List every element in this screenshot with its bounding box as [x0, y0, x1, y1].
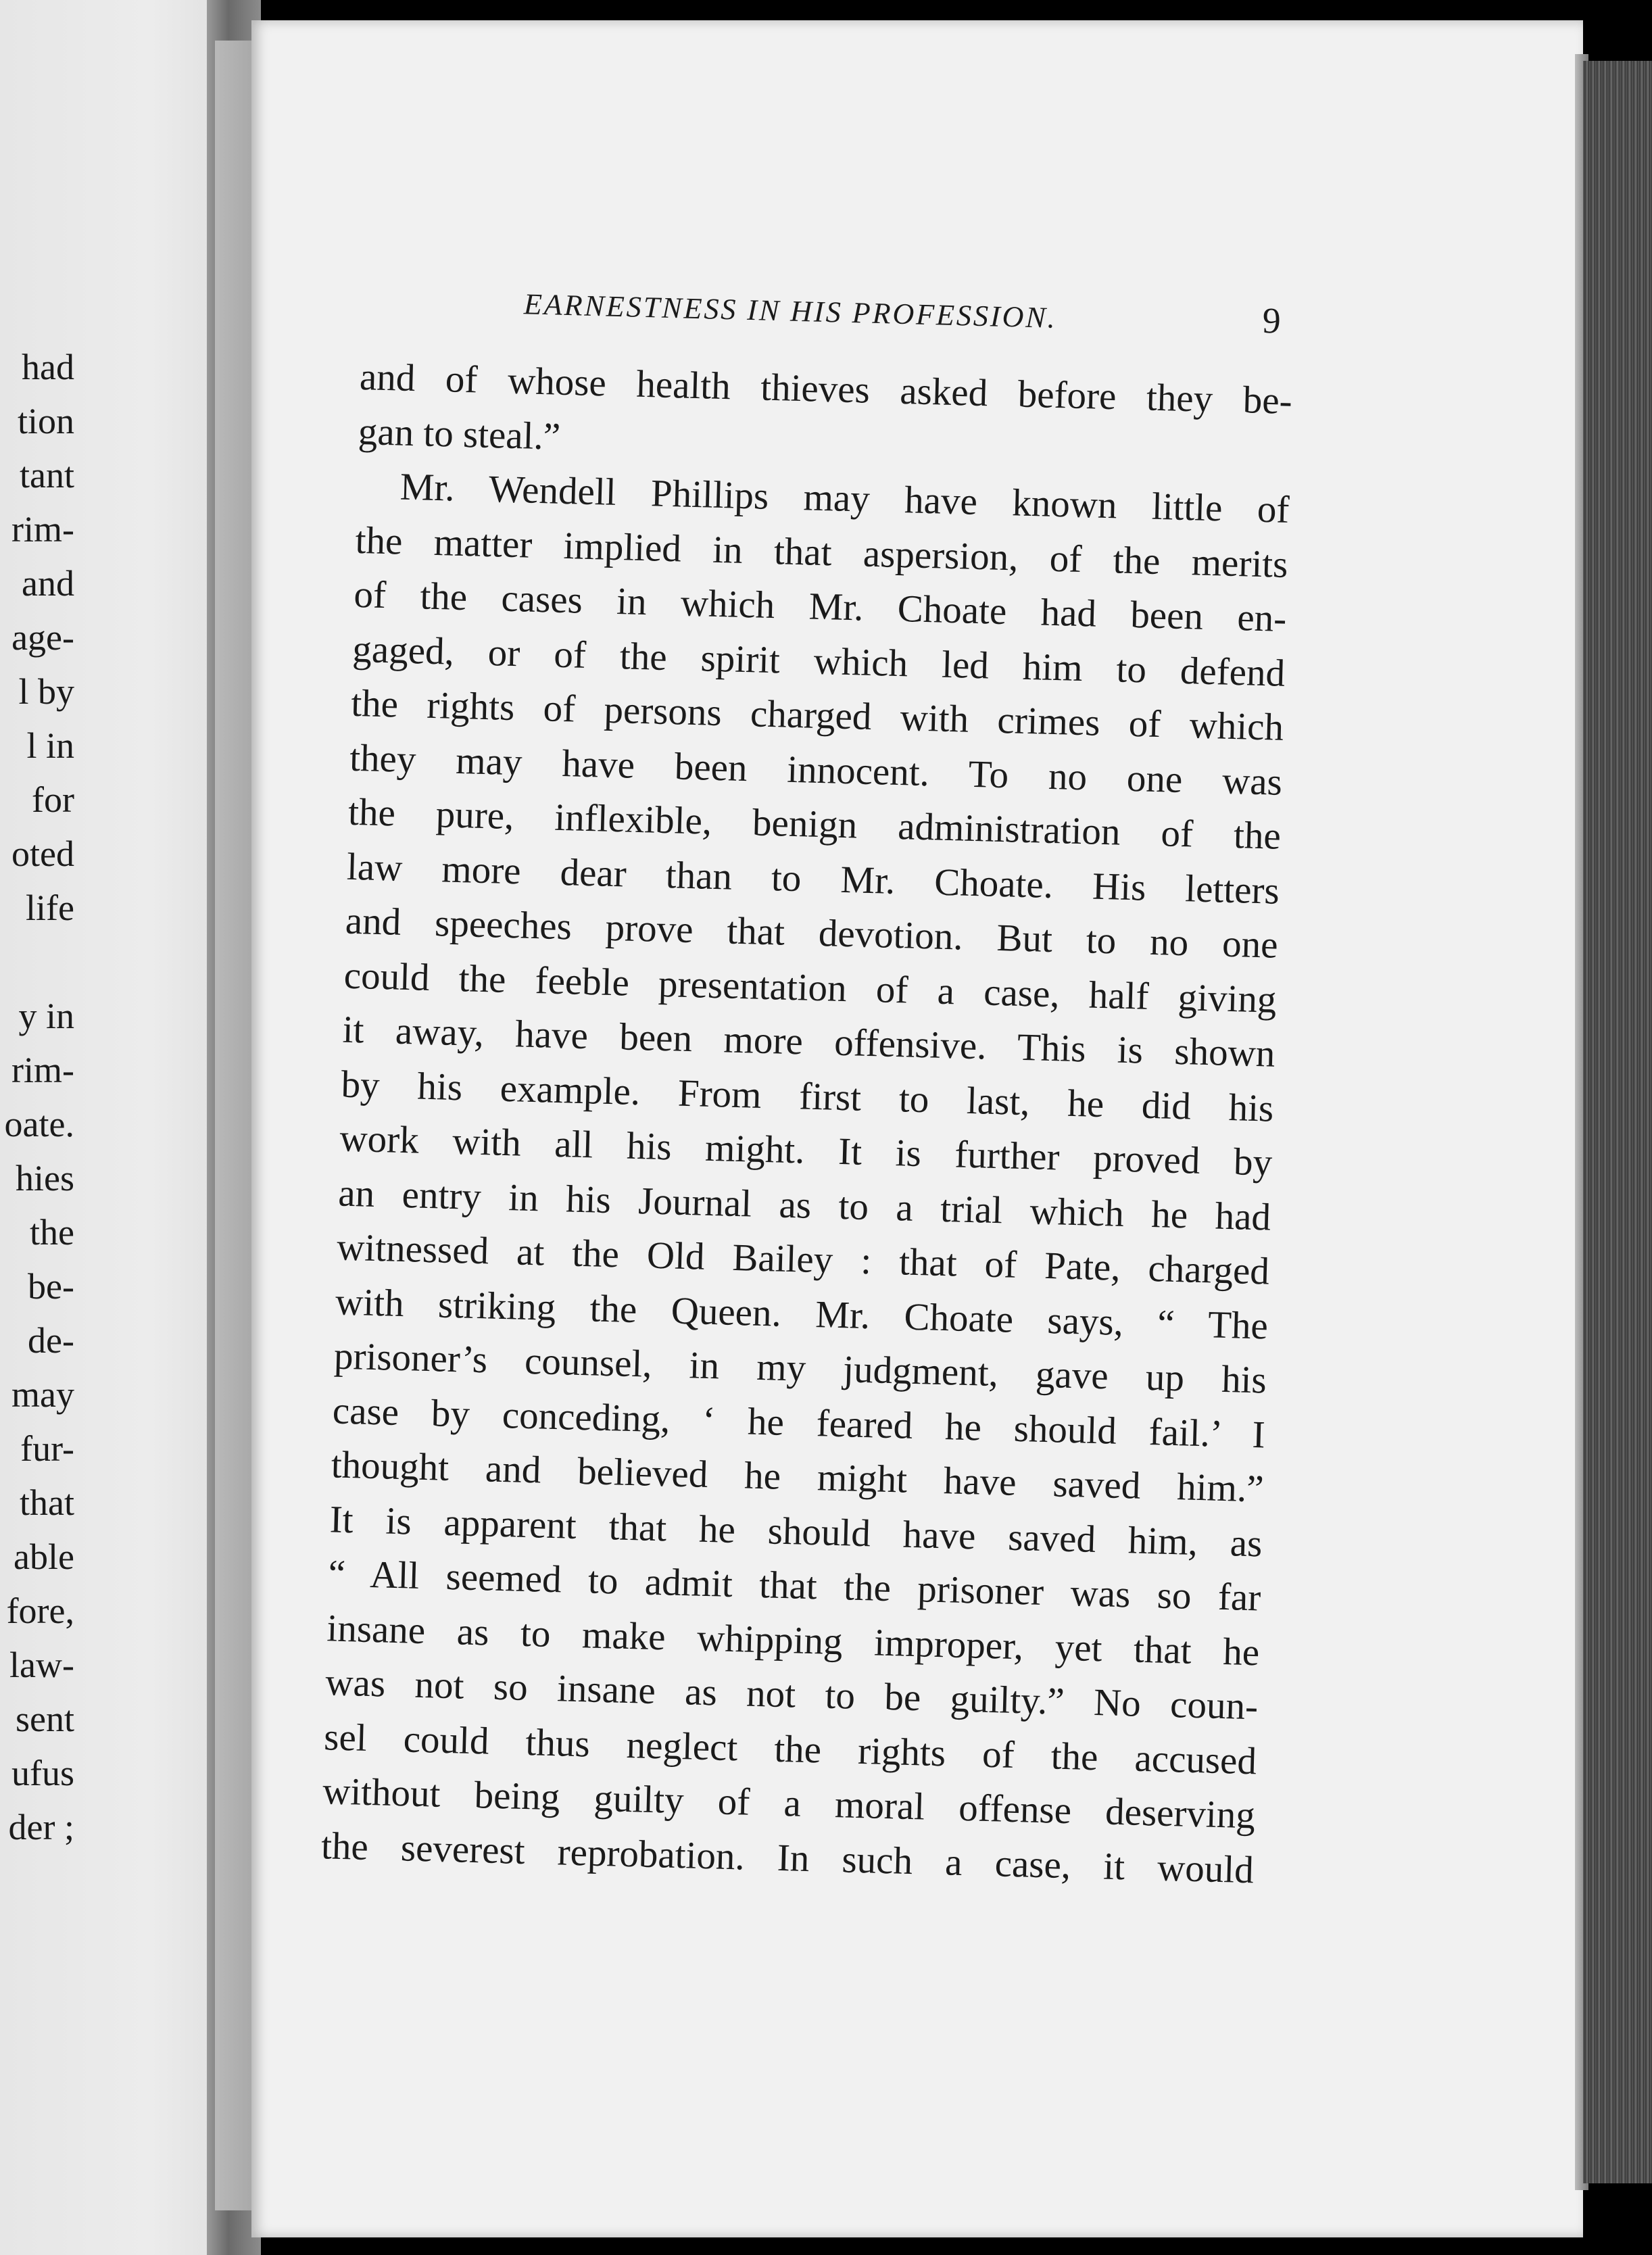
- text-line: the rights of persons charged with crimes of which: [350, 681, 1284, 749]
- facing-line: able: [14, 1536, 74, 1577]
- page-number: 9: [1261, 299, 1282, 341]
- text-line: it away, have been more offensive. This is shown: [341, 1008, 1276, 1075]
- text-line: gaged, or of the spirit which led him to defend: [351, 627, 1286, 695]
- facing-line: hies: [16, 1158, 74, 1198]
- facing-line: sent: [16, 1699, 74, 1739]
- facing-page-text: [0, 0, 74, 2255]
- text-line: an entry in his Journal as to a trial which he had: [337, 1171, 1271, 1239]
- text-line: and of whose health thieves asked before they be-: [359, 355, 1293, 423]
- text-line: could the feeble presentation of a case, half giving: [343, 954, 1278, 1021]
- text-line: was not so insane as not to be guilty.” No coun-: [324, 1661, 1259, 1728]
- facing-line: for: [32, 779, 74, 820]
- facing-line: had: [22, 347, 74, 387]
- facing-line: ufus: [11, 1753, 74, 1793]
- text-line: sel could thus neglect the rights of the accused: [323, 1715, 1257, 1783]
- text-line: insane as to make whipping improper, yet that he: [326, 1606, 1260, 1674]
- text-line: gan to steal.”: [358, 410, 561, 458]
- facing-line: fur-: [20, 1428, 74, 1469]
- facing-line: life: [26, 888, 74, 928]
- page-body: [320, 276, 1294, 1897]
- text-line: by his example. From first to last, he did his: [340, 1063, 1275, 1130]
- facing-line: age-: [11, 617, 74, 658]
- gutter-inner-edge: [215, 41, 252, 2210]
- text-line: the severest reprobation. In such a case, it would: [320, 1824, 1255, 1891]
- facing-line: tant: [20, 455, 74, 495]
- facing-line: fore,: [6, 1591, 74, 1631]
- facing-line: l by: [18, 671, 74, 712]
- text-line: law more dear than to Mr. Choate. His letters: [346, 845, 1280, 913]
- text-line: prisoner’s counsel, in my judgment, gave up his: [333, 1334, 1267, 1402]
- facing-line: der ;: [8, 1807, 74, 1847]
- text-line: witnessed at the Old Bailey : that of Pate, charged: [336, 1226, 1270, 1293]
- page-edges: [1583, 61, 1652, 2183]
- text-line: the pure, inflexible, benign administration of the: [347, 790, 1282, 858]
- text-line: the matter implied in that aspersion, of the merits: [354, 518, 1289, 586]
- text-line: “ All seemed to admit that the prisoner was so far: [327, 1552, 1262, 1620]
- text-line: It is apparent that he should have saved him, as: [329, 1497, 1263, 1565]
- facing-line: law-: [9, 1645, 74, 1685]
- facing-line: l in: [26, 725, 74, 766]
- text-line: work with all his might. It is further proved by: [339, 1117, 1273, 1184]
- paragraph-start-line: Mr. Wendell Phillips may have known little of: [399, 465, 1290, 532]
- facing-line: may: [11, 1374, 74, 1415]
- text-line: with striking the Queen. Mr. Choate says, “ The: [335, 1280, 1269, 1348]
- facing-line: be-: [28, 1266, 74, 1307]
- facing-line: the: [30, 1212, 74, 1253]
- facing-line: oted: [11, 833, 74, 874]
- text-line: thought and believed he might have saved him.”: [331, 1443, 1265, 1511]
- running-title: EARNESTNESS IN HIS PROFESSION.: [523, 287, 1058, 335]
- facing-line: y in: [18, 996, 74, 1036]
- text-line: case by conceding, ‘ he feared he should fail.’ I: [332, 1388, 1266, 1457]
- text-line: and speeches prove that devotion. But to no one: [345, 899, 1279, 967]
- facing-line: tion: [17, 401, 74, 441]
- text-line: they may have been innocent. To no one was: [349, 736, 1283, 804]
- facing-line: oate.: [4, 1104, 74, 1144]
- text-line: without being guilty of a moral offense deserving: [322, 1770, 1256, 1837]
- facing-line: that: [20, 1482, 74, 1523]
- text-line: of the cases in which Mr. Choate had been en-: [353, 573, 1288, 640]
- facing-line: de-: [28, 1320, 74, 1361]
- facing-line: rim-: [11, 509, 74, 550]
- facing-line: and: [22, 563, 74, 604]
- facing-line: rim-: [11, 1050, 74, 1090]
